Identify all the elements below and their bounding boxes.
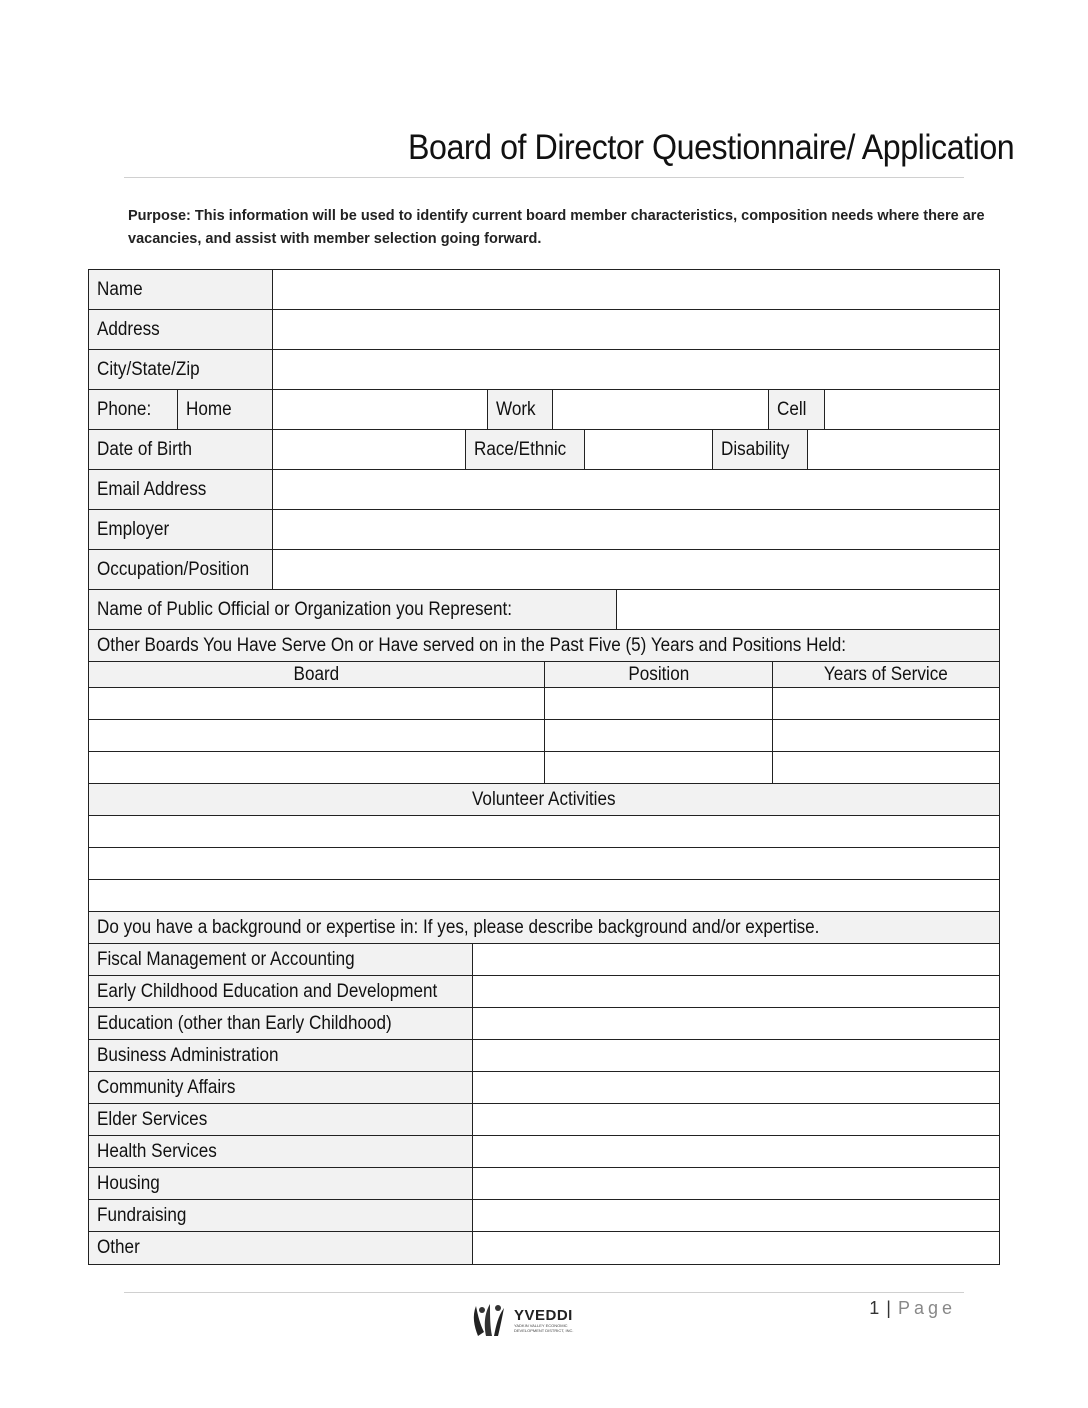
expertise-field[interactable] xyxy=(473,1200,999,1231)
address-label: Address xyxy=(89,310,273,349)
logo-name: YVEDDI xyxy=(514,1306,573,1324)
cell-label: Cell xyxy=(769,390,825,429)
expertise-field[interactable] xyxy=(473,1008,999,1039)
volunteer-row xyxy=(89,848,999,880)
page-title: Board of Director Questionnaire/ Application xyxy=(408,128,1015,167)
address-field[interactable] xyxy=(273,310,999,349)
name-field[interactable] xyxy=(273,270,999,309)
position-field[interactable] xyxy=(545,688,773,719)
expertise-field[interactable] xyxy=(473,1232,999,1264)
other-boards-heading-row xyxy=(89,630,999,662)
page-separator: | xyxy=(880,1298,898,1318)
email-row xyxy=(89,470,999,510)
board-column-header: Board xyxy=(89,662,545,687)
expertise-field[interactable] xyxy=(473,976,999,1007)
occupation-row xyxy=(89,550,999,590)
city-field[interactable] xyxy=(273,350,999,389)
board-field[interactable] xyxy=(89,688,545,719)
purpose-text: Purpose: This information will be used to identify current board member characteristics, composition needs where there are vacancies, and assist with member selection going forward. xyxy=(128,208,985,247)
volunteer-heading: Volunteer Activities xyxy=(89,784,999,815)
position-column-header: Position xyxy=(545,662,773,687)
name-row xyxy=(89,270,999,310)
occupation-field[interactable] xyxy=(273,550,999,589)
other-boards-header-row xyxy=(89,662,999,688)
expertise-row xyxy=(89,976,999,1008)
expertise-field[interactable] xyxy=(473,944,999,975)
expertise-label: Early Childhood Education and Development xyxy=(89,976,473,1007)
expertise-row xyxy=(89,1168,999,1200)
phone-row xyxy=(89,390,999,430)
logo-subtitle: YADKIN VALLEY ECONOMIC DEVELOPMENT DISTRICT, INC. xyxy=(514,1322,574,1333)
public-official-label: Name of Public Official or Organization you Represent: xyxy=(89,590,617,629)
disability-label: Disability xyxy=(713,430,808,469)
expertise-row xyxy=(89,1136,999,1168)
expertise-field[interactable] xyxy=(473,1136,999,1167)
dob-field[interactable] xyxy=(273,430,466,469)
city-label: City/State/Zip xyxy=(89,350,273,389)
years-column-header: Years of Service xyxy=(773,662,999,687)
expertise-heading: Do you have a background or expertise in: If yes, please describe background and/or expertise. xyxy=(89,912,999,943)
expertise-label: Elder Services xyxy=(89,1104,473,1135)
table-row xyxy=(89,752,999,784)
board-field[interactable] xyxy=(89,720,545,751)
expertise-row xyxy=(89,1104,999,1136)
page-number xyxy=(820,1298,956,1319)
expertise-field[interactable] xyxy=(473,1072,999,1103)
email-field[interactable] xyxy=(273,470,999,509)
expertise-row xyxy=(89,1072,999,1104)
home-phone-field[interactable] xyxy=(273,390,488,429)
expertise-field[interactable] xyxy=(473,1104,999,1135)
expertise-row xyxy=(89,1040,999,1072)
phone-label: Phone: xyxy=(89,390,178,429)
cell-phone-field[interactable] xyxy=(825,390,999,429)
expertise-row xyxy=(89,1008,999,1040)
volunteer-field[interactable] xyxy=(89,880,999,911)
expertise-label: Housing xyxy=(89,1168,473,1199)
dob-label: Date of Birth xyxy=(89,430,273,469)
expertise-label: Fiscal Management or Accounting xyxy=(89,944,473,975)
city-row xyxy=(89,350,999,390)
expertise-label: Business Administration xyxy=(89,1040,473,1071)
home-label: Home xyxy=(178,390,273,429)
expertise-row xyxy=(89,1200,999,1232)
volunteer-row xyxy=(89,880,999,912)
volunteer-heading-row xyxy=(89,784,999,816)
employer-row xyxy=(89,510,999,550)
years-field[interactable] xyxy=(773,720,999,751)
public-official-field[interactable] xyxy=(617,590,999,629)
employer-label: Employer xyxy=(89,510,273,549)
volunteer-row xyxy=(89,816,999,848)
other-boards-heading: Other Boards You Have Serve On or Have served on in the Past Five (5) Years and Positions Held: xyxy=(89,630,999,661)
employer-field[interactable] xyxy=(273,510,999,549)
public-official-row xyxy=(89,590,999,630)
disability-field[interactable] xyxy=(808,430,999,469)
years-field[interactable] xyxy=(773,752,999,783)
page-number-value: 1 xyxy=(869,1298,881,1318)
expertise-label: Health Services xyxy=(89,1136,473,1167)
years-field[interactable] xyxy=(773,688,999,719)
expertise-label: Education (other than Early Childhood) xyxy=(89,1008,473,1039)
expertise-row xyxy=(89,1232,999,1264)
board-field[interactable] xyxy=(89,752,545,783)
work-label: Work xyxy=(488,390,553,429)
application-form xyxy=(88,269,1000,1265)
yveddi-logo xyxy=(470,1302,576,1338)
race-field[interactable] xyxy=(585,430,713,469)
position-field[interactable] xyxy=(545,720,773,751)
email-label: Email Address xyxy=(89,470,273,509)
expertise-heading-row xyxy=(89,912,999,944)
expertise-field[interactable] xyxy=(473,1168,999,1199)
race-label: Race/Ethnic xyxy=(466,430,585,469)
expertise-label: Community Affairs xyxy=(89,1072,473,1103)
expertise-row xyxy=(89,944,999,976)
position-field[interactable] xyxy=(545,752,773,783)
name-label: Name xyxy=(89,270,273,309)
page-word: Page xyxy=(897,1298,956,1318)
table-row xyxy=(89,688,999,720)
expertise-field[interactable] xyxy=(473,1040,999,1071)
address-row xyxy=(89,310,999,350)
volunteer-field[interactable] xyxy=(89,848,999,879)
volunteer-field[interactable] xyxy=(89,816,999,847)
table-row xyxy=(89,720,999,752)
expertise-label: Other xyxy=(89,1232,473,1264)
footer-rule xyxy=(124,1292,964,1293)
title-rule xyxy=(124,177,964,178)
dob-row xyxy=(89,430,999,470)
yveddi-figure-icon xyxy=(470,1302,510,1338)
expertise-label: Fundraising xyxy=(89,1200,473,1231)
work-phone-field[interactable] xyxy=(553,390,769,429)
occupation-label: Occupation/Position xyxy=(89,550,273,589)
